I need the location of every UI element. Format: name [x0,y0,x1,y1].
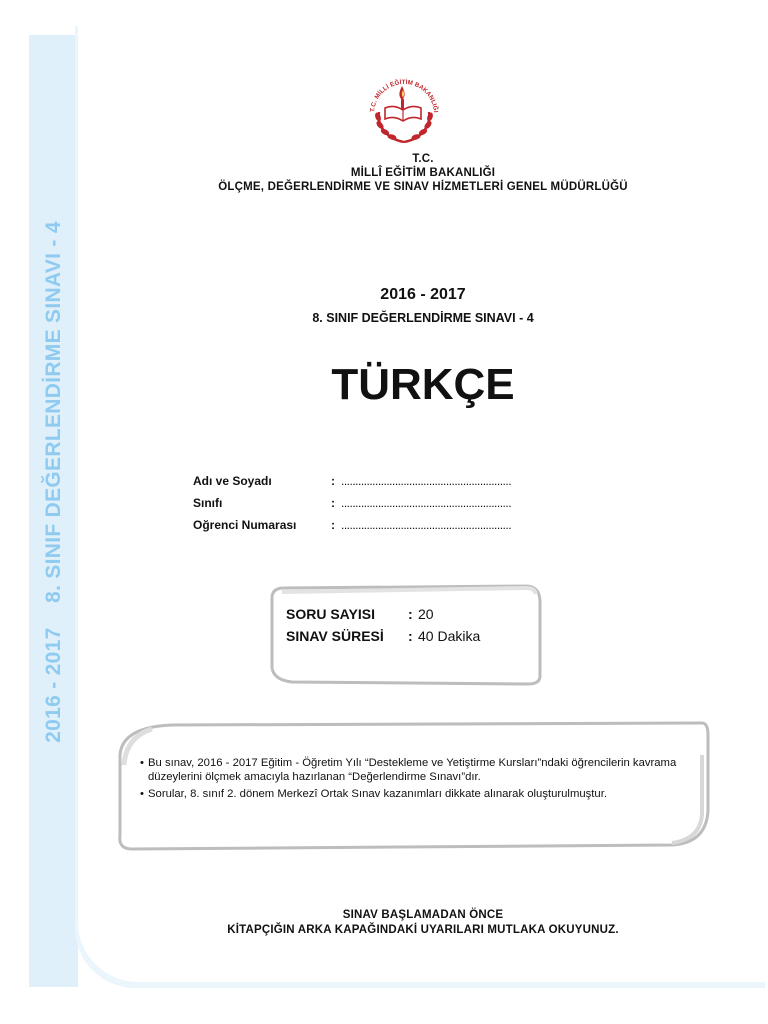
field-label: Sınıfı [193,496,223,510]
ministry-line-2: MİLLÎ EĞİTİM BAKANLIĞI [350,167,496,179]
exam-duration-label: SINAV SÜRESİ [286,628,384,644]
exam-name: 8. SINIF DEĞERLENDİRME SINAVI - 4 [312,311,534,325]
field-label: Oğrenci Numarası [193,518,297,532]
question-count-row [286,606,480,628]
student-number-field[interactable] [193,518,511,540]
class-field[interactable] [193,496,511,518]
field-colon: : [331,474,335,488]
ministry-header [78,152,768,194]
exam-year: 2016 - 2017 [380,286,466,303]
footer-line-2: KİTAPÇIĞIN ARKA KAPAĞINDAKİ UYARILARI MUTLAKA OKUYUNUZ. [227,924,619,936]
note-bullet: • [140,788,144,800]
subject-title: TÜRKÇE [331,360,515,409]
ministry-emblem-icon [362,72,446,148]
exam-duration-row [286,628,480,650]
footer-line-1: SINAV BAŞLAMADAN ÖNCE [342,909,504,921]
question-count-label: SORU SAYISI [286,606,375,622]
ministry-line-3: ÖLÇME, DEĞERLENDİRME VE SINAV HİZMETLERİ GENEL MÜDÜRLÜĞÜ [218,181,628,193]
field-blank[interactable]: ............................................................ [341,496,512,510]
field-blank[interactable]: ............................................................ [341,474,512,488]
field-colon: : [331,496,335,510]
name-field[interactable] [193,474,511,496]
ministry-line-1: T.C. [412,153,434,165]
info-colon: : [408,606,413,622]
exam-info [286,606,480,650]
note-item [140,787,700,801]
field-blank[interactable]: ............................................................ [341,518,512,532]
emblem-ring-text: T.C. MİLLİ EĞİTİM BAKANLIĞI [369,78,439,113]
student-fields [193,474,511,540]
field-colon: : [331,518,335,532]
info-colon: : [408,628,413,644]
question-count-value: 20 [418,606,434,622]
exam-duration-value: 40 Dakika [418,628,481,644]
note-item [140,756,700,784]
sidebar-title-text: 2016 - 2017 8. SINIF DEĞERLENDİRME SINAVI - 4 [42,221,65,743]
note-bullet: • [140,757,144,769]
footer-warning [78,908,768,938]
note-text: Bu sınav, 2016 - 2017 Eğitim - Öğretim Yılı “Destekleme ve Yetiştirme Kursları”ndaki öğrencilerin kavrama düzeylerini ölçmek amacıyla hazırlanan “Değerlendirme Sınavı”dır. [148,757,677,783]
notes-list [140,756,700,804]
note-text: Sorular, 8. sınıf 2. dönem Merkezî Ortak Sınav kazanımları dikkate alınarak oluşturulmuştur. [148,788,607,800]
field-label: Adı ve Soyadı [193,474,272,488]
